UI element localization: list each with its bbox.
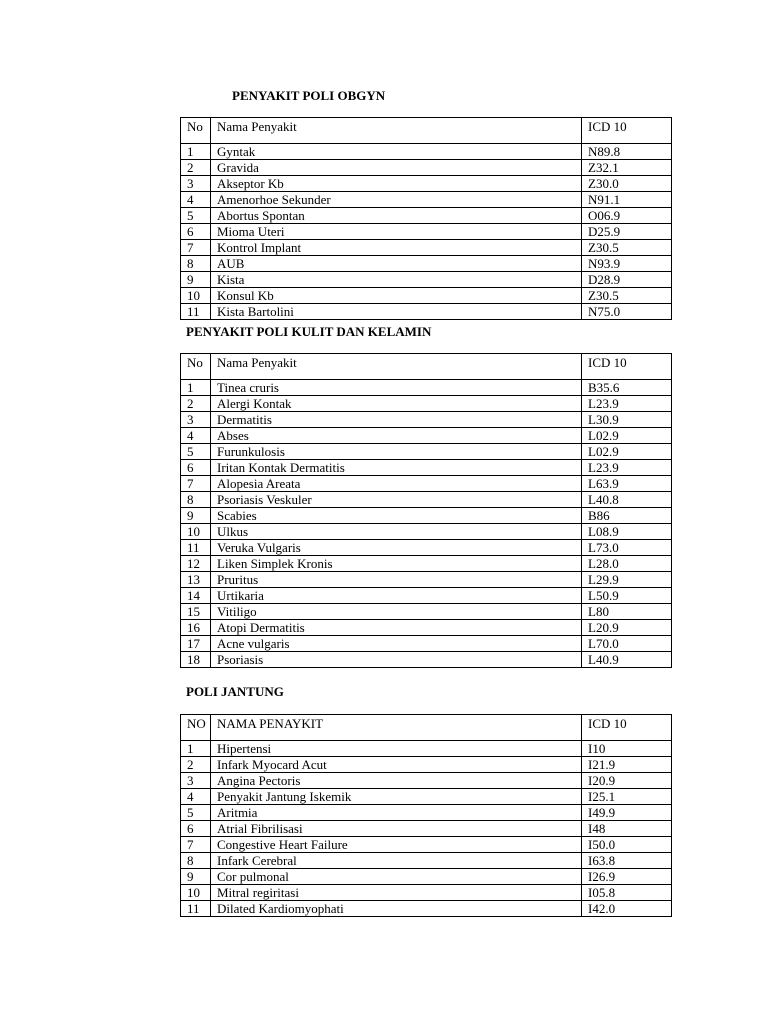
table-row bbox=[181, 288, 672, 304]
cell-icd-code: B86 bbox=[582, 508, 672, 524]
table-row bbox=[181, 380, 672, 396]
cell-icd-code: L08.9 bbox=[582, 524, 672, 540]
cell-disease-name: Mioma Uteri bbox=[211, 224, 582, 240]
cell-no: 4 bbox=[181, 789, 211, 805]
cell-no: 8 bbox=[181, 492, 211, 508]
cell-no: 3 bbox=[181, 412, 211, 428]
cell-disease-name: Gravida bbox=[211, 160, 582, 176]
cell-disease-name: Alergi Kontak bbox=[211, 396, 582, 412]
cell-no: 17 bbox=[181, 636, 211, 652]
cell-icd-code: Z30.5 bbox=[582, 240, 672, 256]
section-title-obgyn: PENYAKIT POLI OBGYN bbox=[232, 88, 386, 103]
cell-disease-name: Congestive Heart Failure bbox=[211, 837, 582, 853]
cell-disease-name: Abortus Spontan bbox=[211, 208, 582, 224]
cell-icd-code: I10 bbox=[582, 741, 672, 757]
cell-no: 5 bbox=[181, 444, 211, 460]
cell-no: 8 bbox=[181, 853, 211, 869]
table-row bbox=[181, 620, 672, 636]
cell-no: 6 bbox=[181, 460, 211, 476]
cell-icd-code: D25.9 bbox=[582, 224, 672, 240]
cell-no: 8 bbox=[181, 256, 211, 272]
cell-no: 11 bbox=[181, 304, 211, 320]
cell-disease-name: AUB bbox=[211, 256, 582, 272]
cell-no: 7 bbox=[181, 240, 211, 256]
cell-icd-code: I20.9 bbox=[582, 773, 672, 789]
cell-icd-code: Z32.1 bbox=[582, 160, 672, 176]
cell-icd-code: N93.9 bbox=[582, 256, 672, 272]
cell-no: 15 bbox=[181, 604, 211, 620]
cell-disease-name: Urtikaria bbox=[211, 588, 582, 604]
cell-icd-code: L70.0 bbox=[582, 636, 672, 652]
cell-icd-code: N89.8 bbox=[582, 144, 672, 160]
header-cell-icd-code: ICD 10 bbox=[582, 118, 672, 144]
cell-icd-code: L40.8 bbox=[582, 492, 672, 508]
cell-no: 9 bbox=[181, 508, 211, 524]
table-row bbox=[181, 256, 672, 272]
cell-no: 4 bbox=[181, 192, 211, 208]
cell-icd-code: I25.1 bbox=[582, 789, 672, 805]
cell-disease-name: Akseptor Kb bbox=[211, 176, 582, 192]
cell-no: 6 bbox=[181, 821, 211, 837]
cell-icd-code: I05.8 bbox=[582, 885, 672, 901]
cell-disease-name: Atopi Dermatitis bbox=[211, 620, 582, 636]
cell-disease-name: Kista Bartolini bbox=[211, 304, 582, 320]
cell-icd-code: L20.9 bbox=[582, 620, 672, 636]
table-row bbox=[181, 853, 672, 869]
cell-disease-name: Dermatitis bbox=[211, 412, 582, 428]
cell-icd-code: L02.9 bbox=[582, 428, 672, 444]
header-cell-disease-name: Nama Penyakit bbox=[211, 354, 582, 380]
header-cell-no: No bbox=[181, 354, 211, 380]
cell-icd-code: L73.0 bbox=[582, 540, 672, 556]
cell-no: 11 bbox=[181, 540, 211, 556]
cell-no: 4 bbox=[181, 428, 211, 444]
cell-icd-code: L30.9 bbox=[582, 412, 672, 428]
cell-no: 7 bbox=[181, 837, 211, 853]
header-cell-disease-name: Nama Penyakit bbox=[211, 118, 582, 144]
table-row bbox=[181, 304, 672, 320]
header-cell-icd-code: ICD 10 bbox=[582, 354, 672, 380]
cell-icd-code: L23.9 bbox=[582, 396, 672, 412]
cell-no: 1 bbox=[181, 380, 211, 396]
cell-icd-code: L80 bbox=[582, 604, 672, 620]
table-row bbox=[181, 821, 672, 837]
cell-icd-code: L63.9 bbox=[582, 476, 672, 492]
cell-no: 2 bbox=[181, 396, 211, 412]
cell-disease-name: Vitiligo bbox=[211, 604, 582, 620]
cell-disease-name: Veruka Vulgaris bbox=[211, 540, 582, 556]
table-row bbox=[181, 636, 672, 652]
cell-no: 14 bbox=[181, 588, 211, 604]
cell-no: 3 bbox=[181, 176, 211, 192]
cell-no: 9 bbox=[181, 272, 211, 288]
table-row bbox=[181, 837, 672, 853]
cell-no: 7 bbox=[181, 476, 211, 492]
cell-disease-name: Kontrol Implant bbox=[211, 240, 582, 256]
table-row bbox=[181, 396, 672, 412]
cell-no: 12 bbox=[181, 556, 211, 572]
table-row bbox=[181, 272, 672, 288]
cell-disease-name: Psoriasis Veskuler bbox=[211, 492, 582, 508]
cell-disease-name: Iritan Kontak Dermatitis bbox=[211, 460, 582, 476]
cell-disease-name: Mitral regiritasi bbox=[211, 885, 582, 901]
table-row bbox=[181, 757, 672, 773]
cell-disease-name: Acne vulgaris bbox=[211, 636, 582, 652]
table-row bbox=[181, 604, 672, 620]
disease-table-kulit-kelamin bbox=[180, 353, 672, 668]
table-row bbox=[181, 773, 672, 789]
cell-icd-code: L29.9 bbox=[582, 572, 672, 588]
cell-icd-code: Z30.0 bbox=[582, 176, 672, 192]
cell-disease-name: Liken Simplek Kronis bbox=[211, 556, 582, 572]
table-row bbox=[181, 885, 672, 901]
table-row bbox=[181, 428, 672, 444]
cell-no: 6 bbox=[181, 224, 211, 240]
cell-disease-name: Cor pulmonal bbox=[211, 869, 582, 885]
cell-icd-code: B35.6 bbox=[582, 380, 672, 396]
cell-disease-name: Ulkus bbox=[211, 524, 582, 540]
cell-no: 3 bbox=[181, 773, 211, 789]
cell-icd-code: L28.0 bbox=[582, 556, 672, 572]
table-row bbox=[181, 508, 672, 524]
table-row bbox=[181, 444, 672, 460]
table-row bbox=[181, 901, 672, 917]
table-row bbox=[181, 789, 672, 805]
section-title-jantung: POLI JANTUNG bbox=[186, 684, 284, 699]
table-row bbox=[181, 540, 672, 556]
cell-disease-name: Alopesia Areata bbox=[211, 476, 582, 492]
cell-no: 10 bbox=[181, 524, 211, 540]
disease-table-jantung bbox=[180, 714, 672, 917]
cell-disease-name: Infark Cerebral bbox=[211, 853, 582, 869]
cell-disease-name: Scabies bbox=[211, 508, 582, 524]
cell-icd-code: L50.9 bbox=[582, 588, 672, 604]
cell-icd-code: N75.0 bbox=[582, 304, 672, 320]
table-row bbox=[181, 224, 672, 240]
cell-disease-name: Aritmia bbox=[211, 805, 582, 821]
cell-icd-code: N91.1 bbox=[582, 192, 672, 208]
section-title-kulit-kelamin: PENYAKIT POLI KULIT DAN KELAMIN bbox=[186, 324, 432, 339]
cell-no: 18 bbox=[181, 652, 211, 668]
cell-disease-name: Psoriasis bbox=[211, 652, 582, 668]
table-row bbox=[181, 869, 672, 885]
cell-disease-name: Konsul Kb bbox=[211, 288, 582, 304]
cell-icd-code: O06.9 bbox=[582, 208, 672, 224]
cell-no: 16 bbox=[181, 620, 211, 636]
cell-disease-name: Gyntak bbox=[211, 144, 582, 160]
table-header-row bbox=[181, 354, 672, 380]
cell-no: 2 bbox=[181, 160, 211, 176]
cell-icd-code: I50.0 bbox=[582, 837, 672, 853]
table-row bbox=[181, 556, 672, 572]
cell-icd-code: L23.9 bbox=[582, 460, 672, 476]
table-header-row bbox=[181, 118, 672, 144]
header-cell-no: NO bbox=[181, 715, 211, 741]
table-row bbox=[181, 144, 672, 160]
table-row bbox=[181, 588, 672, 604]
table-row bbox=[181, 805, 672, 821]
table-row bbox=[181, 240, 672, 256]
cell-icd-code: I63.8 bbox=[582, 853, 672, 869]
cell-no: 1 bbox=[181, 741, 211, 757]
table-row bbox=[181, 192, 672, 208]
cell-icd-code: Z30.5 bbox=[582, 288, 672, 304]
cell-no: 10 bbox=[181, 885, 211, 901]
cell-disease-name: Furunkulosis bbox=[211, 444, 582, 460]
cell-icd-code: L02.9 bbox=[582, 444, 672, 460]
cell-no: 1 bbox=[181, 144, 211, 160]
cell-disease-name: Pruritus bbox=[211, 572, 582, 588]
cell-disease-name: Tinea cruris bbox=[211, 380, 582, 396]
cell-icd-code: I48 bbox=[582, 821, 672, 837]
cell-disease-name: Infark Myocard Acut bbox=[211, 757, 582, 773]
cell-icd-code: D28.9 bbox=[582, 272, 672, 288]
cell-no: 9 bbox=[181, 869, 211, 885]
header-cell-disease-name: NAMA PENAYKIT bbox=[211, 715, 582, 741]
cell-disease-name: Kista bbox=[211, 272, 582, 288]
cell-no: 5 bbox=[181, 208, 211, 224]
cell-icd-code: I21.9 bbox=[582, 757, 672, 773]
cell-icd-code: I49.9 bbox=[582, 805, 672, 821]
table-row bbox=[181, 572, 672, 588]
table-row bbox=[181, 176, 672, 192]
table-row bbox=[181, 412, 672, 428]
cell-disease-name: Dilated Kardiomyophati bbox=[211, 901, 582, 917]
cell-no: 13 bbox=[181, 572, 211, 588]
table-row bbox=[181, 741, 672, 757]
table-row bbox=[181, 524, 672, 540]
table-row bbox=[181, 208, 672, 224]
cell-icd-code: L40.9 bbox=[582, 652, 672, 668]
header-cell-no: No bbox=[181, 118, 211, 144]
cell-no: 5 bbox=[181, 805, 211, 821]
cell-no: 10 bbox=[181, 288, 211, 304]
table-row bbox=[181, 460, 672, 476]
cell-no: 2 bbox=[181, 757, 211, 773]
cell-disease-name: Amenorhoe Sekunder bbox=[211, 192, 582, 208]
table-row bbox=[181, 160, 672, 176]
header-cell-icd-code: ICD 10 bbox=[582, 715, 672, 741]
cell-no: 11 bbox=[181, 901, 211, 917]
disease-table-obgyn bbox=[180, 117, 672, 320]
cell-disease-name: Angina Pectoris bbox=[211, 773, 582, 789]
cell-disease-name: Penyakit Jantung Iskemik bbox=[211, 789, 582, 805]
table-header-row bbox=[181, 715, 672, 741]
table-row bbox=[181, 652, 672, 668]
table-row bbox=[181, 492, 672, 508]
cell-disease-name: Abses bbox=[211, 428, 582, 444]
table-row bbox=[181, 476, 672, 492]
cell-disease-name: Atrial Fibrilisasi bbox=[211, 821, 582, 837]
cell-icd-code: I42.0 bbox=[582, 901, 672, 917]
cell-icd-code: I26.9 bbox=[582, 869, 672, 885]
cell-disease-name: Hipertensi bbox=[211, 741, 582, 757]
